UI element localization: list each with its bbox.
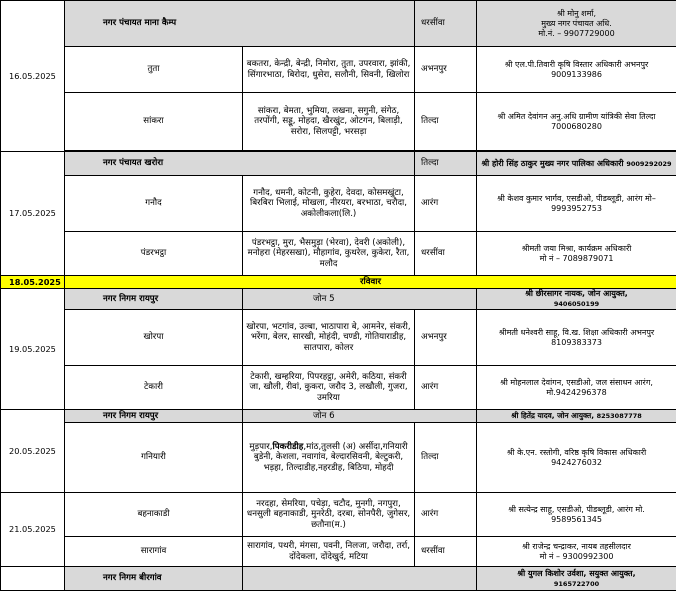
officer-phone: 9589561345 <box>551 514 602 524</box>
village-cell: तुता <box>65 47 243 93</box>
officer-phone: 8253087778 <box>596 412 642 420</box>
officer-phone: 8109383373 <box>551 337 602 347</box>
village-cell: बहनाकाडी <box>65 493 243 537</box>
officer-cell <box>477 423 676 493</box>
header-row-birgaon <box>1 567 676 591</box>
table-row <box>1 310 676 366</box>
table-row <box>1 423 676 493</box>
block-cell: आरंग <box>415 176 477 232</box>
officer-name: श्रीमती जया मिश्रा, कार्यक्रम अधिकारी <box>521 243 632 253</box>
village-cell: पंडरभट्ठा <box>65 232 243 276</box>
villages-list: नरदहा, सेमरिया, पचेड़ा, चटौद, मुनगी, नगपुरा, धनसुली बहनाकाडी, मुनरेठी, दरबा, सोनपैरी, जुगेसर, छतौना(म.) <box>243 493 415 537</box>
village-cell: टेकारी <box>65 366 243 410</box>
holiday-row <box>1 276 676 289</box>
officer-phone: 9424276032 <box>551 457 602 467</box>
officer-cell <box>477 493 676 537</box>
officer-cell: श्री अमित देवांगन अनु.अधि ग्रामीण यांत्रिकी सेवा तिल्दा 7000680280 <box>477 93 676 151</box>
officer-cell <box>477 310 676 366</box>
village-cell: खोरपा <box>65 310 243 366</box>
body-name: नगर निगम रायपुर <box>65 289 243 310</box>
officer-phone: मो.नं. – 9907729000 <box>538 28 615 38</box>
block-cell: तिल्दा <box>415 423 477 493</box>
holiday-label: रविवार <box>65 276 676 289</box>
officer-title: मुख्य नगर पंचायत अधि. <box>541 18 612 28</box>
officer-cell <box>477 537 676 567</box>
officer-name: श्री मोनु शर्मा, <box>557 8 596 18</box>
officer-cell <box>477 47 676 93</box>
officer-cell: श्री मोहनलाल देवांगन, एसडीओ, जल संसाधन आरंग, मो.9424296378 <box>477 366 676 410</box>
date-cell <box>1 567 65 591</box>
villages-list <box>243 423 415 493</box>
officer-phone: 9165722700 <box>553 579 600 588</box>
village-cell: सांकरा <box>65 93 243 151</box>
date-cell: 19.05.2025 <box>1 289 65 410</box>
highlighted-village: पिकरीडीह <box>272 441 304 452</box>
zone-label: जोन 6 <box>243 410 477 423</box>
officer-phone: 9009292029 <box>626 159 672 168</box>
officer-cell <box>477 289 676 310</box>
officer-cell <box>477 1 676 47</box>
table-row <box>1 93 676 151</box>
officer-name: श्री हितेंद्र यादव, जोन आयुक्त, <box>511 411 594 420</box>
block-cell: आरंग <box>415 493 477 537</box>
officer-cell <box>477 410 676 423</box>
villages-list: सारागांव, पथरी, मंगसा, पवनी, निलजा, जरौदा, तर्रा, दोंदेकला, दोंदेखुर्द, मटिया <box>243 537 415 567</box>
officer-name: श्री सत्येन्द्र साहू, एसडीओ, पीडब्लूडी, आरंग मो. <box>508 504 645 514</box>
table-row <box>1 176 676 232</box>
block-cell: तिल्दा <box>415 152 477 176</box>
zone-label: जोन 5 <box>243 289 477 310</box>
header-row-raipur-zone5 <box>1 289 676 310</box>
officer-name: श्री छीरसागर नायक, जोन आयुक्त, <box>525 289 628 298</box>
block-cell: धरसींवा <box>415 1 477 47</box>
date-cell: 21.05.2025 <box>1 493 65 567</box>
village-cell: सारागांव <box>65 537 243 567</box>
date-cell: 18.05.2025 <box>1 276 65 289</box>
officer-phone: 9406050199 <box>553 300 600 308</box>
officer-cell <box>477 567 676 591</box>
header-row-kharora <box>1 152 676 176</box>
officer-name: श्री एल.पी.तिवारी कृषि विस्तार अधिकारी अभनपुर <box>504 59 649 69</box>
body-name: नगर निगम रायपुर <box>65 410 243 423</box>
block-cell: आरंग <box>415 366 477 410</box>
block-cell: अभनपुर <box>415 310 477 366</box>
zone-label <box>243 567 477 591</box>
officer-phone: मो नं – 9300992300 <box>539 551 614 561</box>
block-cell: तिल्दा <box>415 93 477 151</box>
table-row <box>1 232 676 276</box>
villages-list-part: मुड़पार, <box>249 441 273 452</box>
date-cell: 20.05.2025 <box>1 410 65 493</box>
table-row <box>1 366 676 410</box>
village-cell: गनियारी <box>65 423 243 493</box>
table-row <box>1 493 676 537</box>
officer-cell: श्री केशव कुमार भार्गव, एसडीओ, पीडब्लूडी, आरंग मो– 9993952753 <box>477 176 676 232</box>
block-cell: अभनपुर <box>415 47 477 93</box>
officer-name: श्री होरी सिंह ठाकुर मुख्य नगर पालिका अधिकारी <box>481 158 624 168</box>
block-cell: धरसींवा <box>415 232 477 276</box>
officer-name: श्री के.एन. रस्तोगी, वरिष्ठ कृषि विकास अधिकारी <box>506 447 647 457</box>
officer-name: श्री राजेन्द्र चन्द्राकर, नायब तहसीलदार <box>522 541 631 551</box>
village-cell: गनौद <box>65 176 243 232</box>
table-row <box>1 47 676 93</box>
table-row <box>1 537 676 567</box>
body-name: नगर पंचायत खरोरा <box>65 152 415 176</box>
officer-cell <box>477 232 676 276</box>
officer-cell <box>477 152 676 176</box>
header-row-raipur-zone6 <box>1 410 676 423</box>
officer-phone: मो नं – 7089879071 <box>539 253 614 263</box>
villages-list: गनौद, धमनी, कोटनी, कुहेरा, देवदा, कोसमखुंटा, बिरबिरा भिलाई, मोखला, नीरयरा, बरभाठा, चरौदा, अकोलीकला(लि.) <box>243 176 415 232</box>
villages-list: टेकारी, खम्हरिया, पिपरहट्ठा, अमेरी, कठिया, संकरी जा, खौली, रीवां, कुकरा, जरौद 3, लखौली, गुजरा, उमरिया <box>243 366 415 410</box>
body-name: नगर निगम बीरगांव <box>65 567 243 591</box>
date-cell: 17.05.2025 <box>1 152 65 276</box>
block-cell: धरसींवा <box>415 537 477 567</box>
officer-name: श्री युगल किशोर उर्वशा, सयुक्त आयुक्त, <box>517 568 636 578</box>
villages-list: पंडरभट्ठा, मुरा, भैसमुड़ा (भेरवा), देवरी (अकोली), मनोहरा (मेहरसखा), मौहागांव, कुथरेल, कुकेरा, रैता, मलौद <box>243 232 415 276</box>
header-row-mana-camp <box>1 1 676 47</box>
villages-list: बकतरा, केन्द्री, बेन्द्री, निमोरा, तुता, उपरवारा, झांकी, सिंगारभाठा, बिरोदा, धुसेरा, सलौनी, सिवनी, खिलोरा <box>243 47 415 93</box>
villages-list: सांकरा, बेमता, भुमिया, लखना, सगुनी, संगेठ, तरपोंगी, सड्डू, मोहदा, खैरखुंट, ओटगन, बिलाड़ी, सरोरा, सिलपट्टी, भरसड़ा <box>243 93 415 151</box>
body-name: नगर पंचायत माना कैम्प <box>65 1 415 47</box>
villages-list: खोरपा, भटगांव, उल्बा, भाठापारा बे, आमनेर, संकरी, भरेंगा, बेलर, सारखी, मोहंदी, चण्डी, गोतियाराडीह, सातपारा, कोलर <box>243 310 415 366</box>
date-cell: 16.05.2025 <box>1 1 65 152</box>
officer-name: श्रीमती धनेश्वरी साहू, वि.ख. शिक्षा अधिकारी अभनपुर <box>498 327 655 337</box>
officer-phone: 9009133986 <box>551 69 602 79</box>
villages-list-part: ,मांठ,तुलसी (अ) अर्सीदा,गनियारी बुडेनी, केशला, नवागांव, बेल्दारसिवनी, बेल्टुकरी, भड़हा, तिल्दाडीह,नहरडीह, बिठिया, मोहदी <box>253 441 408 473</box>
